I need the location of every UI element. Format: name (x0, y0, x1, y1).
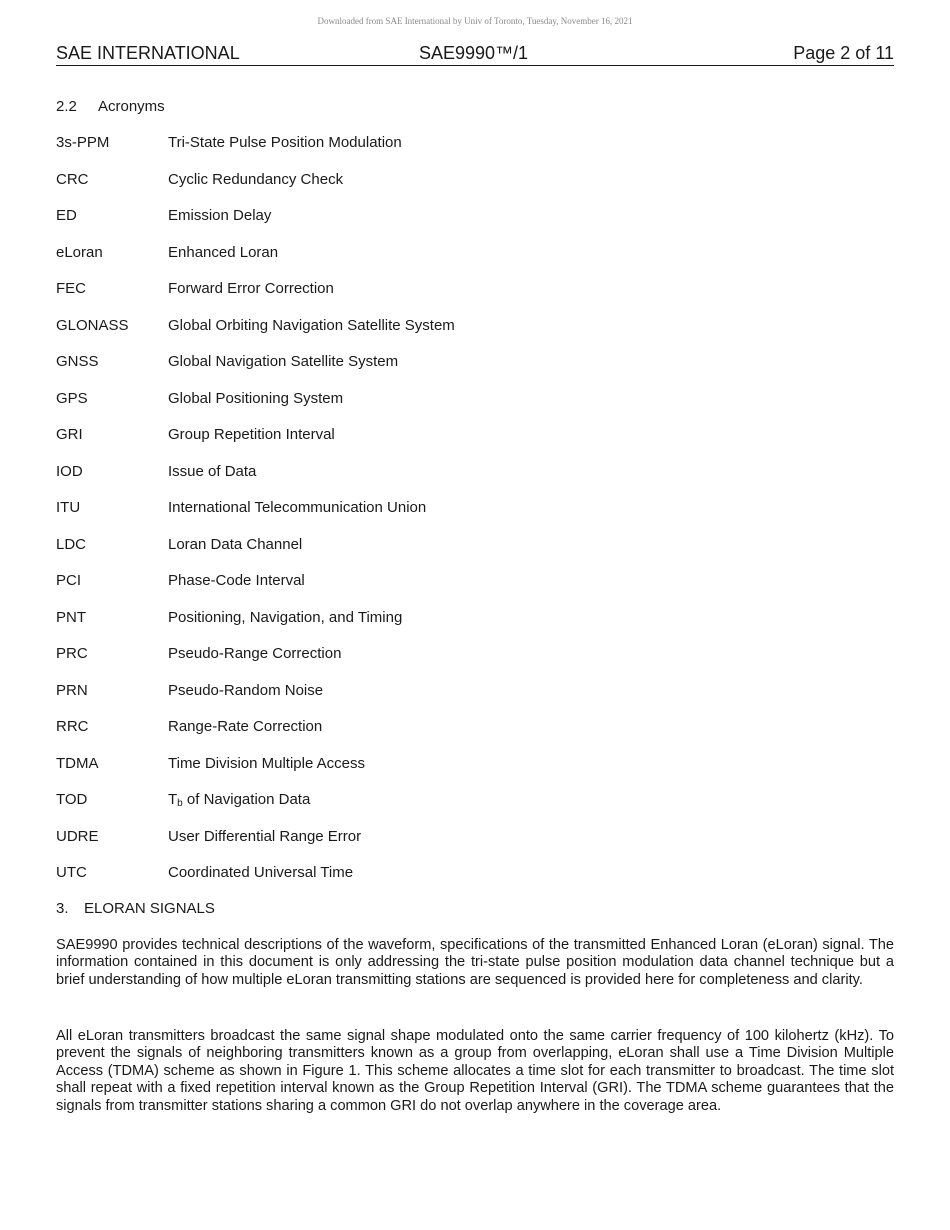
acronym-definition: Global Positioning System (168, 389, 344, 407)
acronym-abbr: 3s-PPM (56, 134, 110, 151)
acronym-row (56, 499, 894, 536)
section-title: Acronyms (98, 98, 165, 115)
acronym-definition: Global Navigation Satellite System (168, 353, 399, 370)
acronym-abbr: PCI (56, 572, 82, 589)
acronym-definition: Coordinated Universal Time (168, 864, 354, 881)
acronym-abbr: eLoran (56, 243, 103, 261)
acronym-definition: Positioning, Navigation, and Timing (168, 608, 403, 626)
acronym-row (56, 134, 894, 171)
acronym-abbr: RRC (56, 718, 89, 735)
section-number: 3. (56, 900, 69, 917)
acronym-row (56, 280, 894, 317)
acronym-row (56, 828, 894, 865)
definition-subscript: b (177, 798, 183, 809)
body-paragraph: All eLoran transmitters broadcast the same signal shape modulated onto the same carrier frequency of 100 kilohertz (kHz). To prevent the signals of neighboring transmitters known as a group from overlapping, eLoran shall use a Time Division Multiple Access (TDMA) scheme as shown in Figure 1. This scheme allocates a time slot for each transmitter to broadcast. The time slot shall repeat with a fixed repetition interval known as the Group Repetition Interval (GRI). The TDMA scheme guarantees that the signals from transmitter stations sharing a common GRI do not overlap anywhere in the coverage area. (56, 1028, 894, 1114)
acronym-row (56, 390, 894, 427)
acronym-abbr: CRC (56, 170, 89, 188)
acronym-row (56, 609, 894, 646)
acronym-definition: Phase-Code Interval (168, 572, 305, 589)
acronym-abbr: PRC (56, 645, 88, 662)
acronym-abbr: TDMA (56, 754, 99, 772)
acronym-abbr: IOD (56, 462, 83, 480)
acronym-row (56, 718, 894, 755)
acronym-row (56, 682, 894, 719)
acronym-definition: Global Orbiting Navigation Satellite System (168, 316, 455, 334)
acronym-row (56, 864, 894, 901)
section-heading-acronyms (56, 98, 165, 115)
definition-rest: of Navigation Data (182, 791, 311, 808)
page-header (56, 43, 894, 66)
acronym-row (56, 572, 894, 609)
header-org: SAE INTERNATIONAL (56, 43, 240, 63)
acronym-definition: Range-Rate Correction (168, 718, 323, 735)
acronym-abbr: LDC (56, 535, 87, 553)
acronym-abbr: GPS (56, 389, 88, 407)
definition-main: T (168, 791, 178, 808)
acronym-abbr: GRI (56, 426, 83, 443)
acronym-row (56, 426, 894, 463)
body-paragraph: SAE9990 provides technical descriptions of the waveform, specifications of the transmitted Enhanced Loran (eLoran) signal. The information contained in this document is only addressing the tri-state pulse position modulation data channel technique but a brief understanding of how multiple eLoran transmitting stations are sequenced is provided here for completeness and clarity. (56, 937, 894, 988)
acronym-row (56, 207, 894, 244)
acronym-abbr: PRN (56, 681, 88, 699)
acronym-definition: Pseudo-Range Correction (168, 645, 342, 662)
header-page-number: Page 2 of 11 (793, 43, 894, 63)
acronym-abbr: ITU (56, 499, 81, 516)
header-doc-id: SAE9990™/1 (419, 43, 529, 63)
acronym-row (56, 536, 894, 573)
acronym-definition: Emission Delay (168, 207, 272, 224)
acronym-row (56, 463, 894, 500)
acronym-definition: Enhanced Loran (168, 243, 279, 261)
section-heading-eloran-signals (56, 900, 215, 917)
download-watermark: Downloaded from SAE International by Univ of Toronto, Tuesday, November 16, 2021 (317, 16, 633, 26)
acronym-abbr: ED (56, 207, 77, 224)
acronym-definition: International Telecommunication Union (168, 499, 427, 516)
acronym-abbr: PNT (56, 608, 86, 626)
acronym-row (56, 171, 894, 208)
acronym-definition: Issue of Data (168, 462, 257, 480)
acronym-row (56, 755, 894, 792)
acronym-definition (168, 791, 894, 809)
acronym-abbr: TOD (56, 791, 88, 808)
acronym-definition: Group Repetition Interval (168, 426, 335, 443)
acronym-row (56, 244, 894, 281)
section-title: ELORAN SIGNALS (84, 900, 215, 917)
acronym-abbr: UDRE (56, 827, 99, 845)
acronym-abbr: FEC (56, 280, 86, 297)
acronym-row (56, 353, 894, 390)
acronym-row (56, 317, 894, 354)
acronym-row (56, 645, 894, 682)
acronym-row (56, 791, 894, 828)
acronym-abbr: GLONASS (56, 316, 129, 334)
acronym-definition: Tri-State Pulse Position Modulation (168, 134, 402, 151)
acronym-definition: Cyclic Redundancy Check (168, 170, 344, 188)
section-number: 2.2 (56, 98, 77, 115)
acronym-abbr: UTC (56, 864, 87, 881)
acronym-definition: User Differential Range Error (168, 827, 362, 845)
acronym-list (56, 134, 894, 901)
acronym-definition: Forward Error Correction (168, 280, 334, 297)
acronym-abbr: GNSS (56, 353, 99, 370)
acronym-definition: Time Division Multiple Access (168, 754, 365, 772)
acronym-definition: Loran Data Channel (168, 535, 303, 553)
acronym-definition: Pseudo-Random Noise (168, 681, 324, 699)
